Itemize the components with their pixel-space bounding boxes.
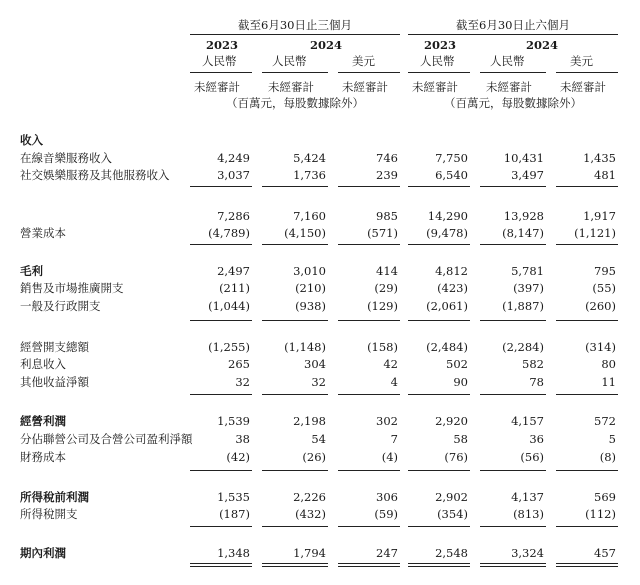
cell-value: (397) [513,281,544,295]
total-rule [480,186,546,187]
currency-col3: 美元 [352,54,375,68]
cell-value: 58 [453,432,468,446]
cell-value: 7,750 [435,151,468,165]
total-rule [338,186,400,187]
total-rule [338,470,400,471]
cell-value: 1,435 [583,151,616,165]
total-rule [338,244,400,245]
cell-value: 78 [529,375,544,389]
currency-col5: 人民幣 [490,54,525,68]
row-label: 其他收益淨額 [20,375,89,389]
total-rule [338,526,400,527]
cell-value: (55) [592,281,616,295]
currency-col4: 人民幣 [420,54,455,68]
cell-value: (813) [513,507,544,521]
currency-col2: 人民幣 [272,54,307,68]
row-label: 在線音樂服務收入 [20,151,112,165]
cell-value: (1,121) [574,226,616,240]
total-rule [262,566,328,567]
year-col5: 2024 [526,38,559,52]
cell-value: 481 [594,168,616,182]
cell-value: 7,160 [293,209,326,223]
total-rule [556,563,618,564]
total-rule [408,470,470,471]
cell-value: 1,348 [217,546,250,560]
cell-value: 13,928 [503,209,544,223]
currency-col6: 美元 [570,54,593,68]
total-rule [556,186,618,187]
cell-value: 7 [390,432,398,446]
cell-value: 3,324 [511,546,544,560]
cell-value: (2,284) [502,340,544,354]
cell-value: 795 [594,264,616,278]
total-rule [556,394,618,395]
cell-value: 306 [376,490,398,504]
total-rule [408,566,470,567]
cell-value: 5 [608,432,616,446]
row-label: 分佔聯營公司及合營公司盈利淨額 [20,432,193,446]
cell-value: (29) [374,281,398,295]
total-rule [480,526,546,527]
row-label: 社交娛樂服務及其他服務收入 [20,168,170,182]
cell-value: 302 [376,414,398,428]
total-rule [338,320,400,321]
total-rule [556,244,618,245]
group1-title: 截至6月30日止三個月 [238,18,352,32]
cell-value: 32 [311,375,326,389]
cell-value: (112) [585,507,616,521]
cell-value: (4) [381,450,398,464]
total-rule [262,394,328,395]
cell-value: (9,478) [426,226,468,240]
cell-value: 1,535 [217,490,250,504]
row-label: 期內利潤 [20,546,66,560]
cell-value: 4,812 [435,264,468,278]
cell-value: 1,539 [217,414,250,428]
total-rule [338,394,400,395]
total-rule [190,320,252,321]
col-rule-3 [338,72,400,73]
total-rule [262,244,328,245]
cell-value: 2,902 [435,490,468,504]
row-label: 毛利 [20,264,43,278]
cell-value: 239 [376,168,398,182]
cell-value: (56) [520,450,544,464]
total-rule [408,244,470,245]
cell-value: (423) [437,281,468,295]
cell-value: (4,789) [208,226,250,240]
group2-title: 截至6月30日止六個月 [456,18,570,32]
row-label: 銷售及市場推廣開支 [20,281,124,295]
cell-value: (42) [226,450,250,464]
total-rule [190,394,252,395]
cell-value: 10,431 [503,151,544,165]
cell-value: (76) [444,450,468,464]
year-col2: 2024 [310,38,343,52]
cell-value: (571) [367,226,398,240]
cell-value: 4,157 [511,414,544,428]
cell-value: (314) [585,340,616,354]
total-rule [190,563,252,564]
cell-value: 985 [376,209,398,223]
cell-value: 414 [376,264,398,278]
total-rule [408,394,470,395]
cell-value: 6,540 [435,168,468,182]
cell-value: 11 [601,375,616,389]
cell-value: 457 [594,546,616,560]
cell-value: 1,736 [293,168,326,182]
audit-col1: 未經審計 [194,80,240,94]
total-rule [338,563,400,564]
cell-value: (210) [295,281,326,295]
col-rule-2 [262,72,328,73]
total-rule [480,394,546,395]
cell-value: 247 [376,546,398,560]
row-label: 所得稅開支 [20,507,78,521]
total-rule [556,470,618,471]
cell-value: 1,917 [583,209,616,223]
col-rule-6 [556,72,618,73]
year-col4: 2023 [424,38,457,52]
cell-value: 5,424 [293,151,326,165]
cell-value: (158) [367,340,398,354]
cell-value: 7,286 [217,209,250,223]
cell-value: (59) [374,507,398,521]
total-rule [480,563,546,564]
row-label: 一般及行政開支 [20,299,101,313]
total-rule [556,320,618,321]
cell-value: 582 [522,357,544,371]
currency-col1: 人民幣 [202,54,237,68]
cell-value: 1,794 [293,546,326,560]
row-label: 經營利潤 [20,414,66,428]
year-col1: 2023 [206,38,239,52]
cell-value: (8,147) [502,226,544,240]
total-rule [408,320,470,321]
total-rule [408,563,470,564]
audit-col2: 未經審計 [268,80,314,94]
cell-value: (354) [437,507,468,521]
cell-value: 746 [376,151,398,165]
cell-value: (2,061) [426,299,468,313]
cell-value: 5,781 [511,264,544,278]
total-rule [556,526,618,527]
col-rule-5 [480,72,546,73]
audit-col3: 未經審計 [342,80,388,94]
cell-value: (260) [585,299,616,313]
cell-value: (938) [295,299,326,313]
total-rule [262,186,328,187]
total-rule [480,320,546,321]
total-rule [262,526,328,527]
cell-value: 3,037 [217,168,250,182]
audit-col4: 未經審計 [412,80,458,94]
cell-value: 2,226 [293,490,326,504]
cell-value: 569 [594,490,616,504]
cell-value: (129) [367,299,398,313]
total-rule [262,563,328,564]
row-label: 經營開支總額 [20,340,89,354]
cell-value: (432) [295,507,326,521]
total-rule [408,526,470,527]
total-rule [480,244,546,245]
cell-value: 3,497 [511,168,544,182]
group2-rule [408,34,618,35]
row-label: 財務成本 [20,450,66,464]
total-rule [190,186,252,187]
total-rule [480,566,546,567]
audit-col6: 未經審計 [560,80,606,94]
cell-value: 42 [383,357,398,371]
cell-value: 502 [446,357,468,371]
total-rule [556,566,618,567]
cell-value: 36 [529,432,544,446]
cell-value: 304 [304,357,326,371]
row-label: 營業成本 [20,226,66,240]
cell-value: 54 [311,432,326,446]
group1-rule [190,34,400,35]
cell-value: (4,150) [284,226,326,240]
total-rule [338,566,400,567]
cell-value: 4,249 [217,151,250,165]
cell-value: 38 [235,432,250,446]
col-rule-1 [190,72,252,73]
total-rule [190,244,252,245]
unit-note-1: （百萬元，每股數據除外） [226,96,364,110]
cell-value: (26) [302,450,326,464]
cell-value: (187) [219,507,250,521]
cell-value: 2,497 [217,264,250,278]
total-rule [262,320,328,321]
cell-value: 80 [601,357,616,371]
total-rule [190,470,252,471]
cell-value: 572 [594,414,616,428]
cell-value: 2,198 [293,414,326,428]
cell-value: 32 [235,375,250,389]
cell-value: 90 [453,375,468,389]
cell-value: 2,548 [435,546,468,560]
unit-note-2: （百萬元，每股數據除外） [444,96,582,110]
cell-value: (1,255) [208,340,250,354]
cell-value: (2,484) [426,340,468,354]
cell-value: 2,920 [435,414,468,428]
cell-value: (1,044) [208,299,250,313]
col-rule-4 [408,72,470,73]
row-label: 利息收入 [20,357,66,371]
cell-value: 4,137 [511,490,544,504]
cell-value: 14,290 [427,209,468,223]
cell-value: (1,887) [502,299,544,313]
total-rule [408,186,470,187]
audit-col5: 未經審計 [486,80,532,94]
cell-value: 4 [390,375,398,389]
cell-value: 3,010 [293,264,326,278]
total-rule [480,470,546,471]
cell-value: 265 [228,357,250,371]
row-label: 收入 [20,133,43,147]
total-rule [262,470,328,471]
total-rule [190,566,252,567]
total-rule [190,526,252,527]
cell-value: (1,148) [284,340,326,354]
row-label: 所得稅前利潤 [20,490,89,504]
cell-value: (8) [599,450,616,464]
cell-value: (211) [219,281,250,295]
